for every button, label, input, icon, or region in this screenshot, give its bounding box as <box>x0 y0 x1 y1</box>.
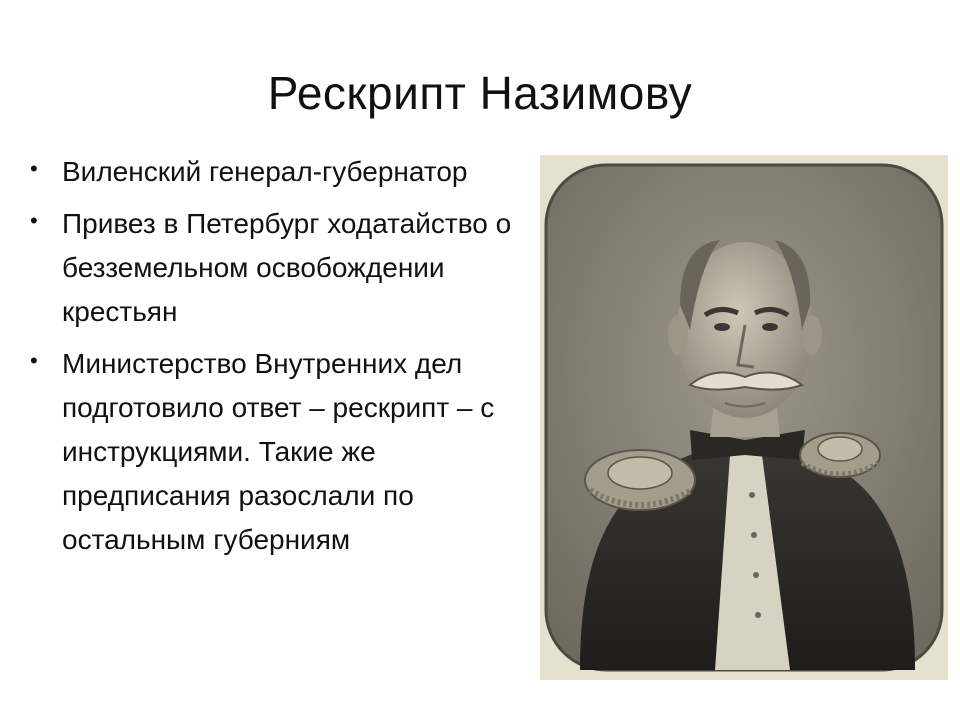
portrait-image <box>540 155 948 680</box>
bullet-list <box>30 150 530 570</box>
bullet-item <box>30 150 530 194</box>
bullet-dot-icon: • <box>30 156 38 181</box>
bullet-text: Министерство Внутренних дел подготовило ответ – рескрипт – с инструкциями. Такие же предписания разослали по остальным губерниям <box>62 348 495 555</box>
slide-title: Рескрипт Назимову <box>267 67 693 119</box>
bullet-text: Виленский генерал-губернатор <box>62 156 468 187</box>
bullet-dot-icon: • <box>30 348 38 373</box>
bullet-text: Привез в Петербург ходатайство о безземельном освобождении крестьян <box>62 208 512 327</box>
bullet-item <box>30 342 530 562</box>
portrait-engraving-icon <box>540 155 948 680</box>
bullet-dot-icon: • <box>30 208 38 233</box>
bullet-item <box>30 202 530 334</box>
